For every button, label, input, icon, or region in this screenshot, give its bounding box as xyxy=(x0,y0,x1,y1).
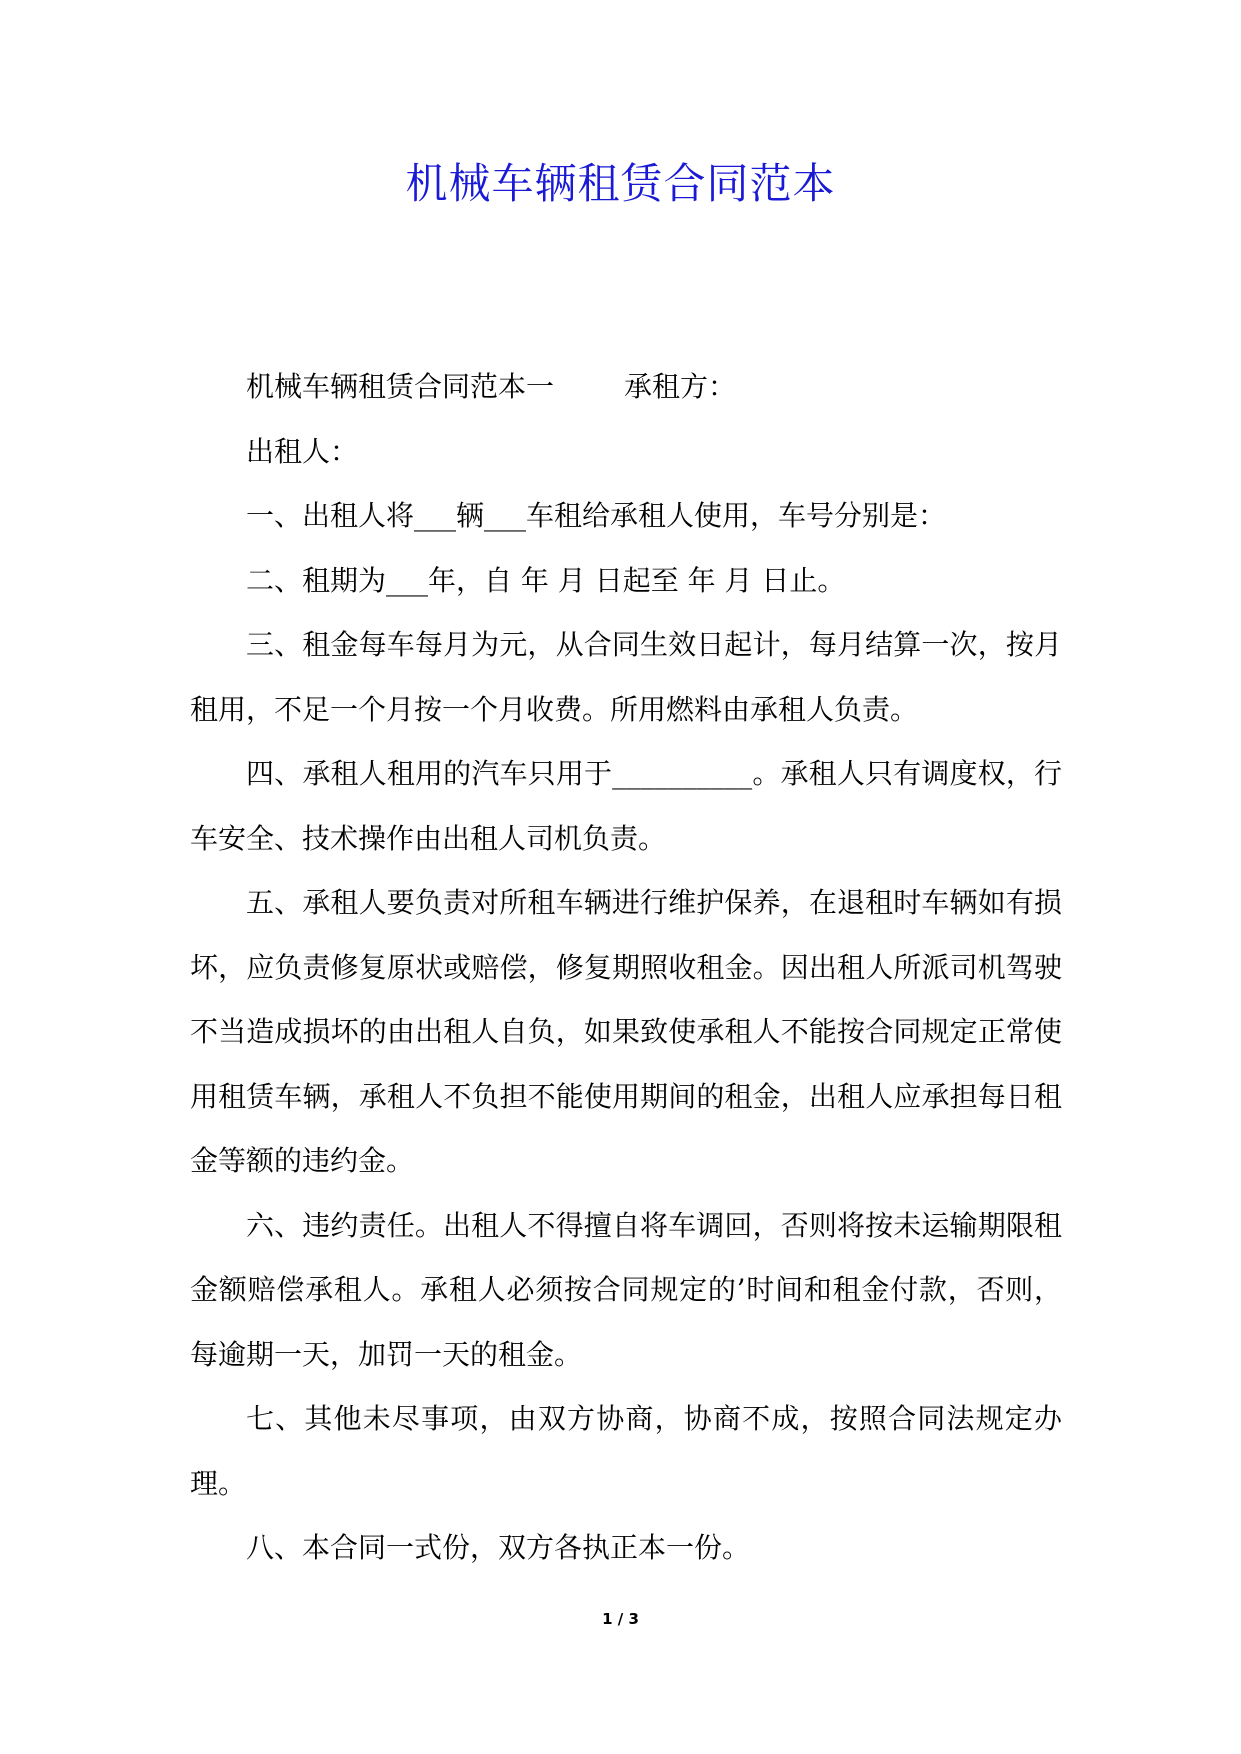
clause-3: 三、租金每车每月为元，从合同生效日起计，每月结算一次，按月租用，不足一个月按一个月收费。所用燃料由承租人负责。 xyxy=(190,628,1062,726)
lessee-label: 承租方： xyxy=(624,370,737,403)
document-title: 机械车辆租赁合同范本 xyxy=(405,159,836,208)
contract-heading-line xyxy=(190,355,1062,420)
clause-5: 五、承租人要负责对所租车辆进行维护保养，在退租时车辆如有损坏，应负责修复原状或赔偿，修复期照收租金。因出租人所派司机驾驶不当造成损坏的由出租人自负，如果致使承租人不能按合同规定正常使用租赁车辆，承租人不负担不能使用期间的租金，出租人应承担每日租金等额的违约金。 xyxy=(190,886,1062,1177)
page-number: 1 / 3 xyxy=(602,1610,639,1628)
clause-2: 二、租期为___年，自 年 月 日起至 年 月 日止。 xyxy=(246,563,846,597)
clause-8: 八、本合同一式份，双方各执正本一份。 xyxy=(246,1531,751,1564)
clause-7: 七、其他未尽事项，由双方协商，协商不成，按照合同法规定办理。 xyxy=(190,1402,1062,1500)
clause-4: 四、承租人租用的汽车只用于__________。承租人只有调度权，行车安全、技术操作由出租人司机负责。 xyxy=(190,757,1062,855)
contract-subtitle: 机械车辆租赁合同范本一 xyxy=(246,370,555,403)
clause-6: 六、违约责任。出租人不得擅自将车调回，否则将按未运输期限租金额赔偿承租人。承租人必须按合同规定的’时间和租金付款，否则，每逾期一天，加罚一天的租金。 xyxy=(190,1208,1062,1371)
clause-1: 一、出租人将___辆___车租给承租人使用，车号分别是： xyxy=(246,499,947,532)
lessor-label: 出租人： xyxy=(246,434,359,468)
document-body xyxy=(190,355,1062,1581)
